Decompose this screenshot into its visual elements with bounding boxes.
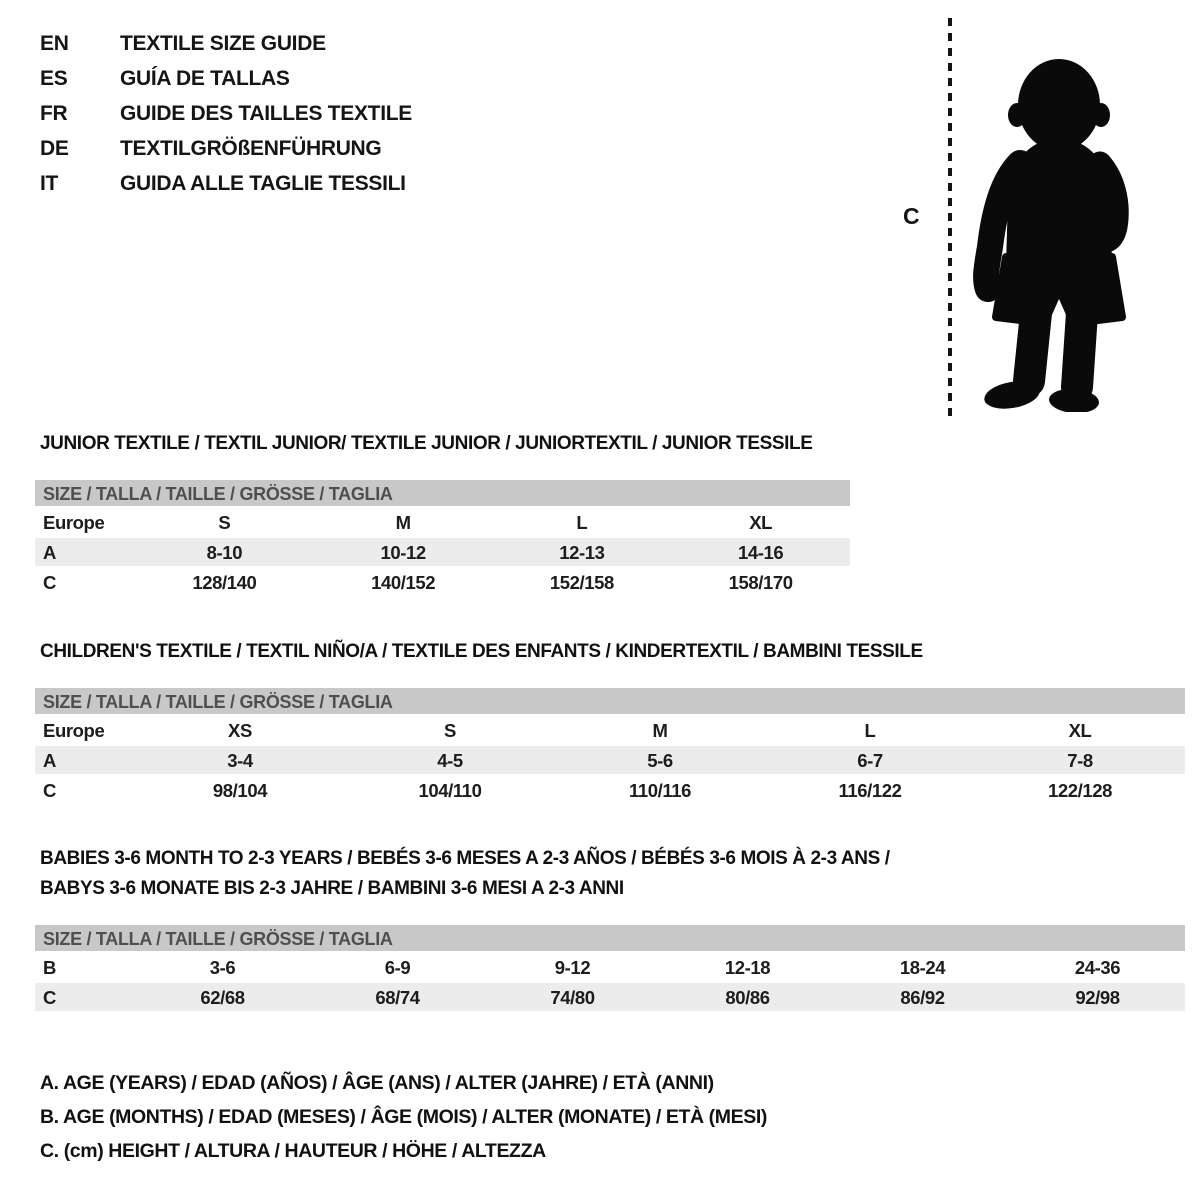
section-title-babies-line2: BABYS 3-6 MONATE BIS 2-3 JAHRE / BAMBINI 3-6 MESI A 2-3 ANNI: [40, 878, 624, 899]
lang-row-de: [40, 131, 412, 166]
table-cell: 5-6: [647, 750, 673, 771]
children-size-table: [35, 688, 1185, 806]
table-cell: XL: [1068, 720, 1092, 741]
row-label: A: [43, 542, 56, 563]
table-cell: 9-12: [554, 957, 591, 978]
table-cell: 18-24: [899, 957, 946, 978]
lang-code: EN: [40, 31, 69, 55]
lang-row-fr: [40, 96, 412, 131]
row-label: C: [43, 572, 56, 593]
table-cell: 4-5: [437, 750, 463, 771]
table-cell: 128/140: [192, 572, 257, 593]
lang-code: DE: [40, 136, 69, 160]
table-cell: L: [864, 720, 876, 741]
height-measure-dashed-line: [948, 18, 952, 418]
row-label: B: [43, 957, 56, 978]
table-cell: 62/68: [200, 987, 245, 1008]
row-label: C: [43, 780, 56, 801]
table-size-header: SIZE / TALLA / TAILLE / GRÖSSE / TAGLIA: [35, 925, 1185, 953]
table-cell: 6-9: [384, 957, 411, 978]
table-row: [35, 776, 1185, 806]
row-label: C: [43, 987, 56, 1008]
table-cell: 158/170: [728, 572, 793, 593]
table-cell: 92/98: [1075, 987, 1120, 1008]
legend-line-a: A. AGE (YEARS) / EDAD (AÑOS) / ÂGE (ANS) / ALTER (JAHRE) / ETÀ (ANNI): [40, 1072, 714, 1094]
measure-legend: [40, 1066, 767, 1168]
table-cell: 8-10: [206, 542, 243, 563]
table-cell: 122/128: [1047, 780, 1113, 801]
table-cell: S: [444, 720, 456, 741]
table-cell: XL: [749, 512, 773, 533]
table-cell: 74/80: [550, 987, 595, 1008]
row-label: A: [43, 750, 56, 771]
lang-title: TEXTILGRÖßENFÜHRUNG: [120, 136, 382, 160]
table-cell: 116/122: [838, 780, 902, 801]
table-cell: 98/104: [212, 780, 268, 801]
lang-row-es: [40, 61, 412, 96]
table-cell: 3-4: [227, 750, 253, 771]
table-row: [35, 508, 850, 538]
lang-row-en: [40, 26, 412, 61]
table-row: [35, 716, 1185, 746]
table-cell: M: [395, 512, 411, 533]
row-label: Europe: [43, 512, 105, 533]
table-row: [35, 568, 850, 598]
table-cell: 68/74: [375, 987, 420, 1008]
table-cell: 3-6: [209, 957, 236, 978]
table-cell: XS: [228, 720, 252, 741]
row-label: Europe: [43, 720, 105, 741]
table-row: [35, 953, 1185, 983]
table-cell: 14-16: [737, 542, 784, 563]
lang-title: GUIDE DES TAILLES TEXTILE: [120, 101, 412, 125]
table-cell: 7-8: [1067, 750, 1093, 771]
table-cell: M: [652, 720, 668, 741]
table-size-header: SIZE / TALLA / TAILLE / GRÖSSE / TAGLIA: [35, 480, 850, 508]
table-cell: 12-13: [559, 542, 605, 563]
table-cell: 110/116: [628, 780, 692, 801]
table-cell: 152/158: [549, 572, 614, 593]
legend-line-b: B. AGE (MONTHS) / EDAD (MESES) / ÂGE (MOIS) / ALTER (MONATE) / ETÀ (MESI): [40, 1106, 767, 1128]
table-cell: 104/110: [418, 780, 482, 801]
junior-size-table: [35, 480, 850, 598]
legend-line-c: C. (cm) HEIGHT / ALTURA / HAUTEUR / HÖHE / ALTEZZA: [40, 1140, 546, 1162]
table-cell: 80/86: [725, 987, 770, 1008]
section-title-junior: JUNIOR TEXTILE / TEXTIL JUNIOR/ TEXTILE JUNIOR / JUNIORTEXTIL / JUNIOR TESSILE: [40, 433, 813, 454]
table-cell: 140/152: [371, 572, 436, 593]
table-row: [35, 538, 850, 568]
height-measure-label: C: [903, 203, 920, 229]
table-cell: 6-7: [857, 750, 883, 771]
lang-code: IT: [40, 171, 59, 195]
table-row: [35, 983, 1185, 1013]
lang-code: FR: [40, 101, 68, 125]
section-title-babies-line1: BABIES 3-6 MONTH TO 2-3 YEARS / BEBÉS 3-6 MESES A 2-3 AÑOS / BÉBÉS 3-6 MOIS À 2-3 ANS /: [40, 848, 890, 869]
table-cell: 12-18: [724, 957, 771, 978]
lang-code: ES: [40, 66, 68, 90]
lang-title: TEXTILE SIZE GUIDE: [120, 31, 326, 55]
table-cell: S: [218, 512, 231, 533]
lang-title: GUIDA ALLE TAGLIE TESSILI: [120, 171, 406, 195]
babies-size-table: [35, 925, 1185, 1013]
section-title-children: CHILDREN'S TEXTILE / TEXTIL NIÑO/A / TEXTILE DES ENFANTS / KINDERTEXTIL / BAMBINI TESSILE: [40, 641, 923, 662]
table-cell: L: [576, 512, 588, 533]
language-title-list: [40, 26, 412, 201]
table-cell: 24-36: [1074, 957, 1121, 978]
table-cell: 86/92: [900, 987, 945, 1008]
table-cell: 10-12: [380, 542, 426, 563]
baby-silhouette: [962, 50, 1142, 412]
lang-row-it: [40, 166, 412, 201]
table-row: [35, 746, 1185, 776]
table-size-header: SIZE / TALLA / TAILLE / GRÖSSE / TAGLIA: [35, 688, 1185, 716]
lang-title: GUÍA DE TALLAS: [120, 66, 290, 90]
